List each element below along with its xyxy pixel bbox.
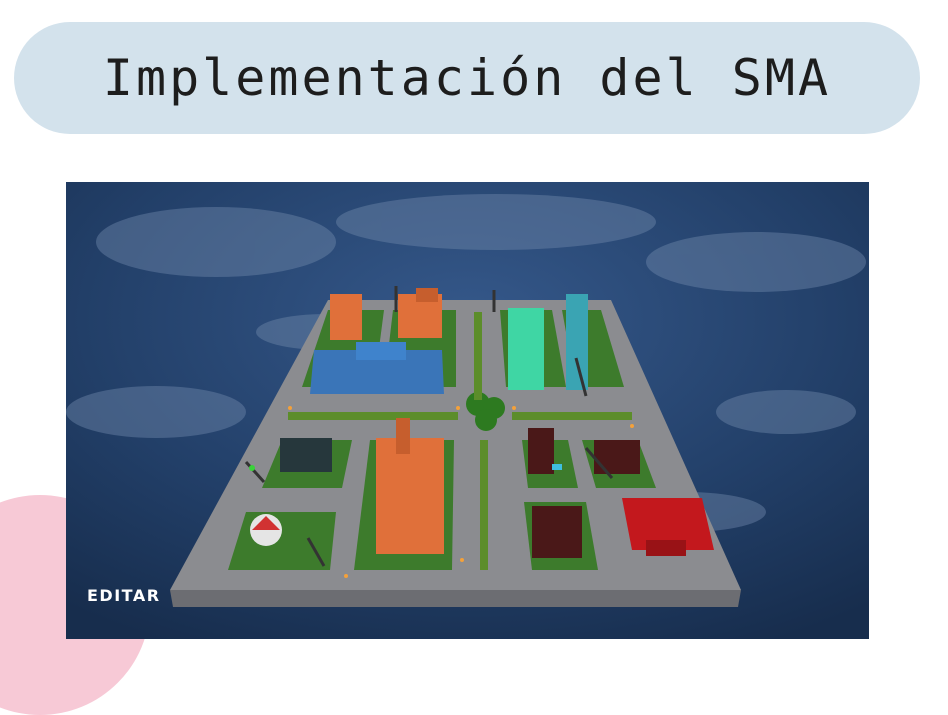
city-scene [66, 182, 869, 639]
car [552, 464, 562, 470]
title-banner [14, 22, 920, 134]
maroon-building [532, 506, 582, 558]
slide-title: Implementación del SMA [102, 49, 832, 107]
building-roof [356, 342, 406, 360]
edit-button[interactable]: EDITAR [87, 586, 161, 605]
hedge-row [512, 412, 632, 420]
maroon-building [594, 440, 640, 474]
building-spire [396, 418, 410, 454]
hedge-row [474, 312, 482, 400]
game-viewport[interactable] [66, 182, 869, 639]
hedge-row [480, 440, 488, 570]
orange-tower [376, 438, 444, 554]
board-edge [170, 590, 741, 607]
building-base [646, 540, 686, 556]
green-light [249, 465, 255, 471]
orange-building [330, 294, 362, 340]
hedge-row [288, 412, 458, 420]
teal-building [508, 308, 544, 390]
maroon-building [528, 428, 554, 474]
dark-building [280, 438, 332, 472]
teal-tower [566, 294, 588, 390]
building-roof [416, 288, 438, 302]
